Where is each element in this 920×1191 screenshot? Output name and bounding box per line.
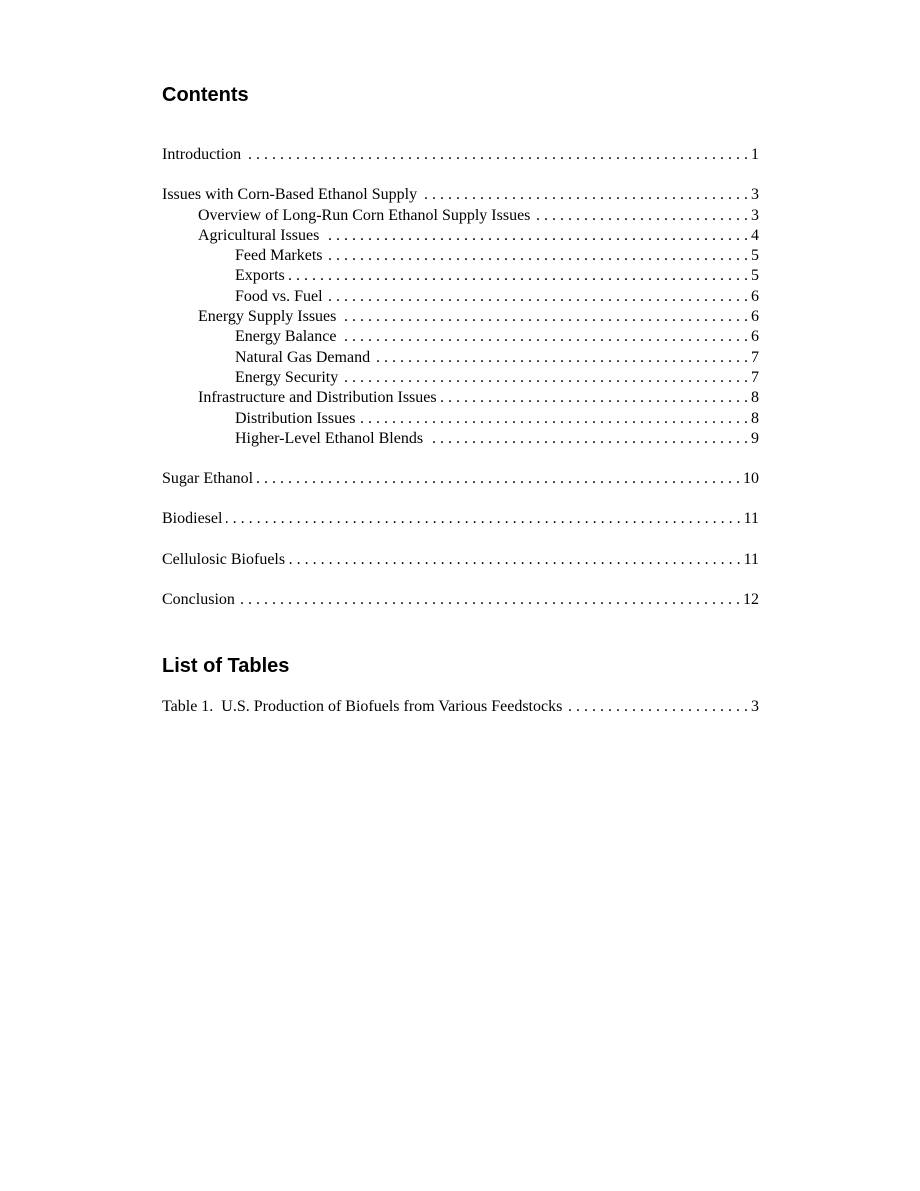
toc-entry-page: 5: [751, 267, 759, 285]
list-of-tables-heading: List of Tables: [162, 655, 290, 677]
toc-entry-page: 7: [751, 368, 759, 386]
toc-entry-feed-markets[interactable]: [162, 246, 759, 266]
toc-entry-sugar-ethanol[interactable]: [162, 469, 759, 489]
dot-leader: [340, 327, 748, 347]
toc-entry-label: Food vs. Fuel: [235, 287, 323, 305]
toc-entry-cellulosic-biofuels[interactable]: [162, 550, 759, 570]
dot-leader: [342, 368, 748, 388]
toc-entry-page: 12: [743, 591, 759, 609]
toc-entry-page: 8: [751, 389, 759, 407]
table-of-contents: [162, 145, 759, 610]
dot-leader: [226, 509, 740, 529]
toc-entry-label: Conclusion: [162, 591, 235, 609]
toc-entry-natural-gas-demand[interactable]: [162, 348, 759, 368]
table-entry-page: 3: [751, 698, 759, 715]
dot-leader: [441, 388, 748, 408]
toc-entry-page: 1: [751, 146, 759, 163]
dot-leader: [245, 145, 748, 165]
toc-entry-exports[interactable]: [162, 266, 759, 286]
dot-leader: [289, 550, 740, 570]
toc-entry-page: 3: [751, 186, 759, 204]
toc-entry-higher-level-blends[interactable]: [162, 429, 759, 449]
toc-entry-infrastructure[interactable]: [162, 388, 759, 408]
dot-leader: [239, 590, 740, 610]
toc-entry-page: 5: [751, 247, 759, 265]
dot-leader: [257, 469, 740, 489]
toc-entry-conclusion[interactable]: [162, 590, 759, 610]
toc-entry-label: Feed Markets: [235, 247, 323, 265]
toc-entry-label: Introduction: [162, 146, 242, 163]
toc-entry-corn-ethanol-supply[interactable]: [162, 185, 759, 205]
toc-entry-label: Natural Gas Demand: [235, 348, 371, 366]
toc-entry-page: 11: [743, 510, 759, 528]
toc-entry-page: 7: [751, 348, 759, 366]
toc-entry-energy-balance[interactable]: [162, 327, 759, 347]
dot-leader: [566, 697, 748, 717]
toc-entry-label: Distribution Issues: [235, 409, 356, 427]
toc-entry-label: Infrastructure and Distribution Issues: [198, 389, 437, 407]
toc-entry-distribution-issues[interactable]: [162, 409, 759, 429]
toc-entry-energy-security[interactable]: [162, 368, 759, 388]
dot-leader: [374, 348, 748, 368]
toc-entry-label: Cellulosic Biofuels: [162, 550, 286, 568]
toc-entry-page: 3: [751, 206, 759, 224]
toc-entry-introduction[interactable]: [162, 145, 759, 165]
table-entry-label: Table 1. U.S. Production of Biofuels from Various Feedstocks: [162, 698, 563, 715]
dot-leader: [359, 409, 748, 429]
dot-leader: [534, 206, 748, 226]
toc-entry-label: Energy Security: [235, 368, 339, 386]
list-of-tables: [162, 697, 759, 717]
toc-entry-page: 10: [743, 470, 759, 488]
toc-entry-label: Issues with Corn-Based Ethanol Supply: [162, 186, 418, 204]
dot-leader: [340, 307, 748, 327]
toc-entry-label: Energy Balance: [235, 328, 337, 346]
toc-entry-page: 6: [751, 308, 759, 326]
dot-leader: [327, 287, 748, 307]
toc-entry-label: Higher-Level Ethanol Blends: [235, 429, 424, 447]
toc-entry-page: 11: [743, 550, 759, 568]
toc-entry-page: 9: [751, 429, 759, 447]
toc-entry-label: Agricultural Issues: [198, 226, 320, 244]
toc-entry-label: Overview of Long-Run Corn Ethanol Supply Issues: [198, 206, 531, 224]
toc-entry-page: 8: [751, 409, 759, 427]
toc-entry-overview[interactable]: [162, 206, 759, 226]
toc-entry-label: Energy Supply Issues: [198, 308, 337, 326]
table-entry-1[interactable]: [162, 697, 759, 717]
toc-entry-page: 6: [751, 328, 759, 346]
toc-entry-page: 4: [751, 226, 759, 244]
toc-entry-energy-supply-issues[interactable]: [162, 307, 759, 327]
dot-leader: [327, 246, 748, 266]
dot-leader: [323, 226, 748, 246]
toc-entry-label: Biodiesel: [162, 510, 223, 528]
toc-entry-page: 6: [751, 287, 759, 305]
toc-entry-label: Exports: [235, 267, 285, 285]
contents-heading: Contents: [162, 84, 249, 106]
toc-entry-agricultural-issues[interactable]: [162, 226, 759, 246]
dot-leader: [421, 185, 748, 205]
dot-leader: [427, 429, 748, 449]
toc-entry-label: Sugar Ethanol: [162, 470, 254, 488]
dot-leader: [289, 266, 748, 286]
toc-entry-food-vs-fuel[interactable]: [162, 287, 759, 307]
toc-entry-biodiesel[interactable]: [162, 509, 759, 529]
